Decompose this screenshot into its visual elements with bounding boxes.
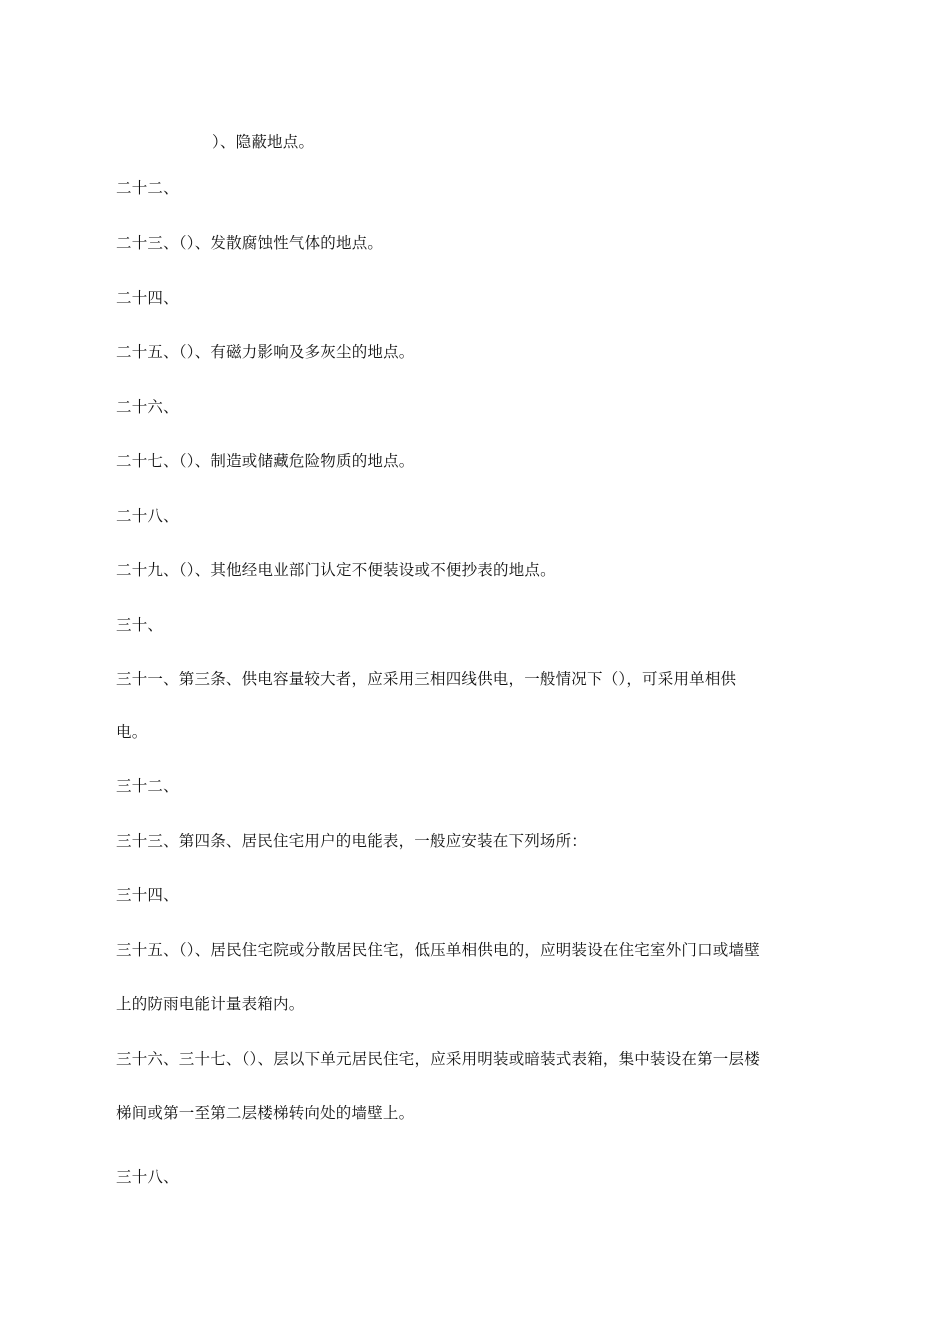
text-line: 二十九、（）、其他经电业部门认定不便装设或不便抄表的地点。 xyxy=(116,561,556,579)
text-line: 上的防雨电能计量表箱内。 xyxy=(116,995,305,1013)
text-line: 二十二、 xyxy=(116,179,179,197)
text-line: 三十一、第三条、供电容量较大者，应采用三相四线供电，一般情况下（），可采用单相供 xyxy=(116,670,737,688)
text-line: 三十五、（）、居民住宅院或分散居民住宅，低压单相供电的，应明装设在住宅室外门口或墙壁 xyxy=(116,941,760,959)
text-line: 二十八、 xyxy=(116,507,179,525)
text-line: 二十四、 xyxy=(116,289,179,307)
text-line: 三十八、 xyxy=(116,1168,179,1186)
text-line: ）、隐蔽地点。 xyxy=(212,133,315,151)
text-line: 三十六、三十七、（）、层以下单元居民住宅，应采用明装或暗装式表箱，集中装设在第一层楼 xyxy=(116,1050,760,1068)
text-line: 三十、 xyxy=(116,616,164,634)
text-line: 二十五、（）、有磁力影响及多灰尘的地点。 xyxy=(116,343,415,361)
text-line: 电。 xyxy=(116,723,148,741)
text-line: 三十三、第四条、居民住宅用户的电能表，一般应安装在下列场所： xyxy=(116,832,588,850)
text-line: 二十三、（）、发散腐蚀性气体的地点。 xyxy=(116,234,384,252)
text-line: 三十二、 xyxy=(116,777,179,795)
text-line: 二十六、 xyxy=(116,398,179,416)
text-line: 三十四、 xyxy=(116,886,179,904)
text-line: 二十七、（）、制造或储藏危险物质的地点。 xyxy=(116,452,415,470)
text-line: 梯间或第一至第二层楼梯转向处的墙壁上。 xyxy=(116,1104,415,1122)
